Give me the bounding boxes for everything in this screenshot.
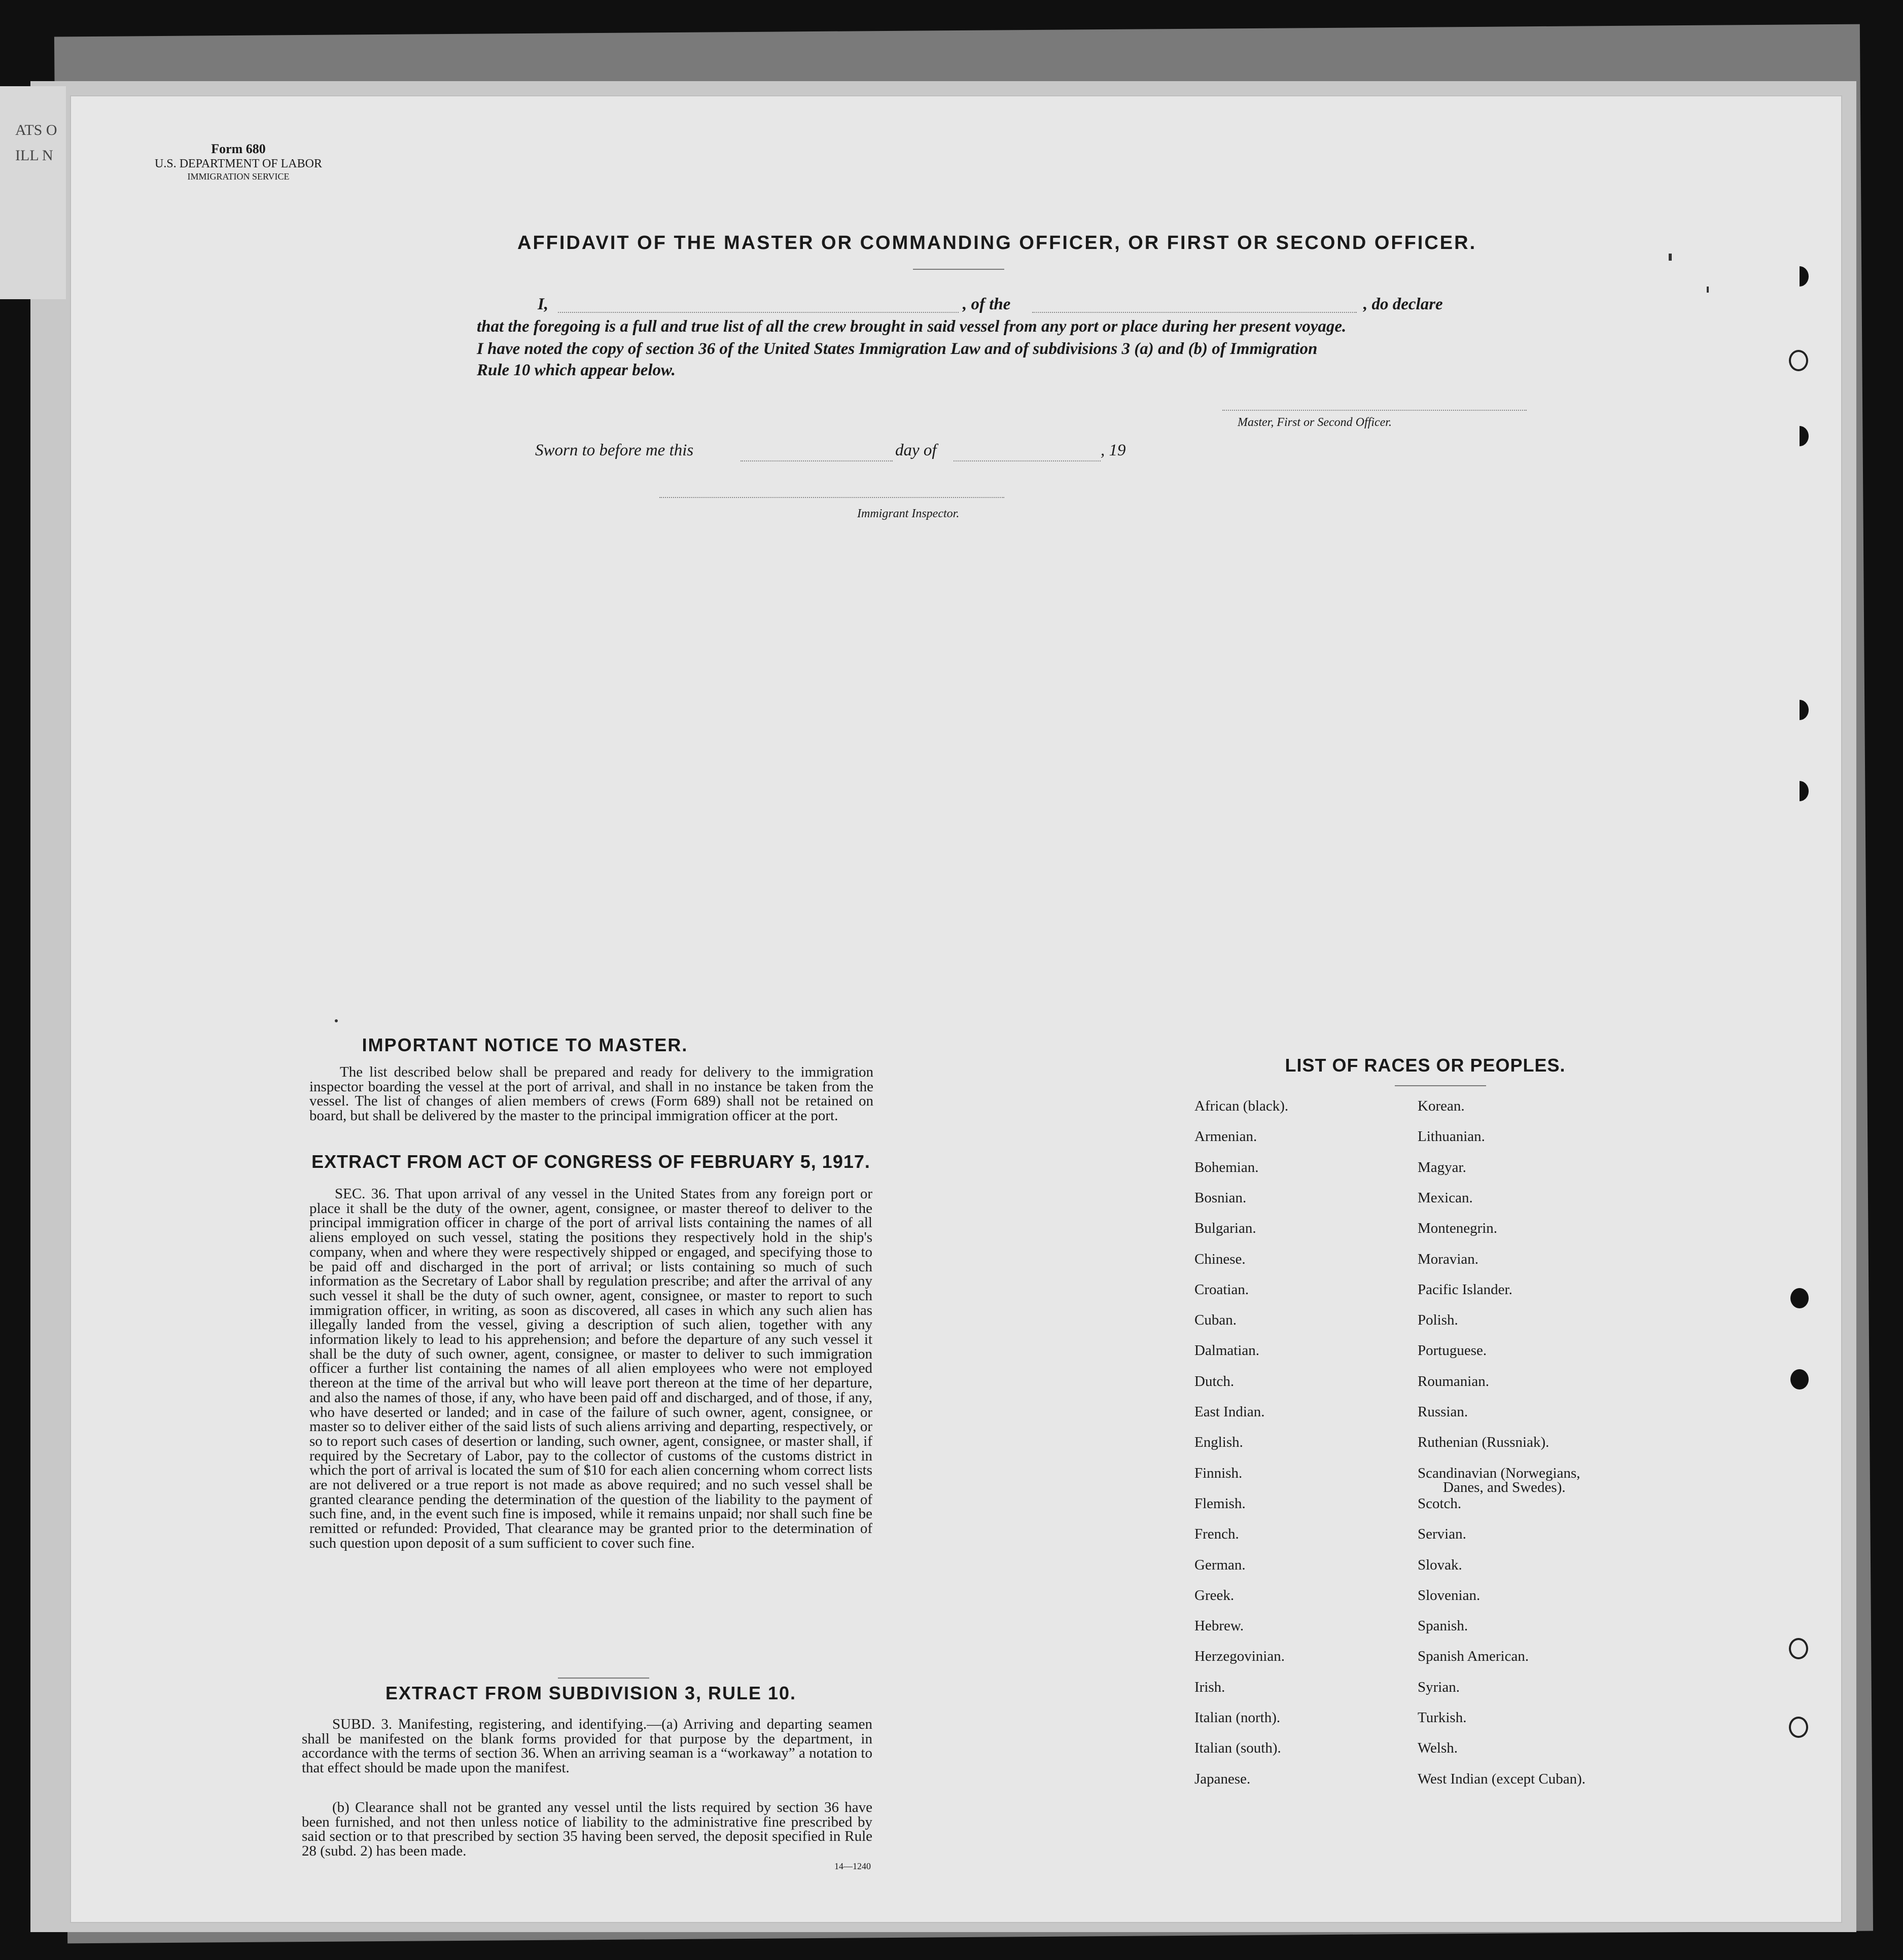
form-department: U.S. DEPARTMENT OF LABOR [155, 157, 322, 171]
race-item: Slovak. [1418, 1556, 1462, 1573]
race-item: Hebrew. [1194, 1618, 1244, 1634]
race-item: West Indian (except Cuban). [1418, 1770, 1586, 1787]
margin-mark [335, 1019, 338, 1022]
race-item: Finnish. [1194, 1465, 1243, 1481]
race-item: African (black). [1194, 1098, 1289, 1114]
binder-hole [1790, 700, 1809, 720]
affidavit-title: AFFIDAVIT OF THE MASTER OR COMMANDING OFFICER, OR FIRST OR SECOND OFFICER. [517, 232, 1477, 254]
race-item: Magyar. [1418, 1159, 1466, 1175]
edge-strip-text: ATS O [15, 122, 57, 138]
race-item: Irish. [1194, 1679, 1225, 1695]
margin-mark [1669, 254, 1672, 261]
binder-hole [1789, 1717, 1808, 1738]
binder-hole [1790, 1288, 1809, 1308]
race-item: Pacific Islander. [1418, 1281, 1512, 1298]
sworn-label: Sworn to before me this [535, 441, 694, 459]
day-of-label: day of [895, 441, 937, 459]
race-item: Croatian. [1194, 1281, 1249, 1298]
race-item: Ruthenian (Russniak). [1418, 1434, 1549, 1451]
race-item: Welsh. [1418, 1740, 1458, 1757]
margin-mark [1707, 287, 1709, 293]
affidavit-line2: that the foregoing is a full and true list of all the crew brought in said vessel from any port or place during her present voyage. [477, 317, 1347, 336]
month-blank[interactable] [954, 460, 1101, 461]
races-title: LIST OF RACES OR PEOPLES. [1285, 1055, 1566, 1076]
race-item: Scotch. [1418, 1495, 1462, 1512]
binder-hole [1790, 266, 1809, 287]
divider [1395, 1085, 1486, 1086]
binder-hole [1789, 1638, 1808, 1659]
affidavit-line3: I have noted the copy of section 36 of the United States Immigration Law and of subdivisions 3 (a) and (b) of Immigration [477, 340, 1318, 358]
race-item: Bohemian. [1194, 1159, 1259, 1175]
form-number: Form 680 [211, 141, 266, 156]
race-item: Italian (north). [1194, 1709, 1281, 1726]
race-item: English. [1194, 1434, 1243, 1451]
rule-extract-text-a: SUBD. 3. Manifesting, registering, and identifying.—(a) Arriving and departing seamen shall be manifested on the blank forms provided for that purpose by the department, in accordance with the terms of section 36. When an arriving seaman is a “workaway” a notation to that effect should be made upon the manifest. [302, 1716, 872, 1776]
race-item: German. [1194, 1556, 1246, 1573]
race-item: Bulgarian. [1194, 1220, 1256, 1237]
divider [913, 269, 1004, 270]
print-code: 14—1240 [834, 1861, 871, 1871]
binder-hole [1790, 781, 1809, 801]
race-item: Slovenian. [1418, 1587, 1481, 1603]
signature-blank[interactable] [1222, 410, 1527, 411]
act-extract-title: EXTRACT FROM ACT OF CONGRESS OF FEBRUARY 5, 1917. [311, 1151, 870, 1172]
race-item: Chinese. [1194, 1251, 1246, 1267]
form-header [132, 141, 345, 183]
notice-title: IMPORTANT NOTICE TO MASTER. [362, 1035, 688, 1055]
rule-extract-text-b: (b) Clearance shall not be granted any vessel until the lists required by section 36 have been furnished, and not then unless notice of liability to the administrative fine prescribed by said section or to that prescribed by section 35 having been served, the deposit specified in Rule 28 (subd. 2) has been made. [302, 1799, 872, 1859]
edge-strip-text: ILL N [15, 147, 53, 164]
race-item-continuation: Danes, and Swedes). [1443, 1479, 1566, 1495]
race-item: East Indian. [1194, 1404, 1265, 1420]
sworn-day-blank[interactable] [741, 460, 893, 461]
race-item: Cuban. [1194, 1312, 1237, 1329]
signature-label: Master, First or Second Officer. [1238, 416, 1392, 429]
vessel-blank[interactable] [1032, 312, 1357, 313]
race-item: Syrian. [1418, 1679, 1460, 1695]
race-item: Herzegovinian. [1194, 1648, 1285, 1665]
race-item: Flemish. [1194, 1495, 1246, 1512]
race-item: Lithuanian. [1418, 1128, 1485, 1145]
inspector-label: Immigrant Inspector. [857, 507, 960, 520]
race-item: Korean. [1418, 1098, 1465, 1114]
left-edge-strip [0, 86, 66, 299]
race-item: Dutch. [1194, 1373, 1235, 1389]
affidavit-of-the: , of the [963, 295, 1011, 313]
act-extract-text: SEC. 36. That upon arrival of any vessel in the United States from any foreign port or place it shall be the duty of the owner, agent, consignee, or master thereof to deliver to the principal immigration officer in charge of the port of arrival lists containing the names of all aliens employed on such vessel, stating the positions they respectively hold in the ship's company, when and where they were respectively shipped or engaged, and specifying those to be paid off and discharged in the port of arrival; or lists containing so much of such information as the Secretary of Labor shall by regulation prescribe; and after the arrival of any such vessel it shall be the duty of such owner, agent, consignee, or master to report to such immigration officer, in writing, as soon as discovered, all cases in which any such alien has illegally landed from the vessel, giving a description of such alien, together with any information likely to lead to his apprehension; and before the departure of any such vessel it shall be the duty of such owner, agent, consignee, or master to deliver to such immigration officer a further list containing the names of all alien employees who were not employed thereon at the time of the arrival but who will leave port thereon at the time of her departure, and also the names of those, if any, who have been paid off and discharged, and of those, if any, who have deserted or landed; and in case of the failure of such owner, agent, consignee, or master so to deliver either of the said lists of such aliens arriving and departing, respectively, or so to report such cases of desertion or landing, such owner, agent, consignee, or master shall, if required by the Secretary of Labor, pay to the collector of customs of the customs district in which the port of arrival is located the sum of $10 for each alien concerning whom correct lists are not delivered or a true report is not made as above required; and no such vessel shall be granted clearance pending the determination of the question of the liability to the payment of such fine, and, in the event such fine is imposed, while it remains unpaid; nor shall such fine be remitted or refunded: Provided, That clearance may be granted prior to the determination of such question upon deposit of a sum sufficient to cover such fine. [309, 1186, 872, 1551]
year-label: , 19 [1101, 441, 1126, 459]
race-item: Scandinavian (Norwegians, [1418, 1465, 1580, 1481]
affidavit-i: I, [538, 295, 549, 313]
race-item: Turkish. [1418, 1709, 1467, 1726]
name-blank[interactable] [558, 312, 959, 313]
notice-text: The list described below shall be prepared and ready for delivery to the immigration inspector boarding the vessel at the port of arrival, and shall in no instance be taken from the vessel. The list of changes of alien members of crews (Form 689) shall not be retained on board, but shall be delivered by the master to the principal immigration officer at the port. [309, 1064, 873, 1124]
divider [558, 1678, 649, 1679]
race-item: Italian (south). [1194, 1740, 1281, 1757]
race-item: Roumanian. [1418, 1373, 1489, 1389]
race-item: Armenian. [1194, 1128, 1257, 1145]
race-item: Mexican. [1418, 1189, 1473, 1206]
race-item: Dalmatian. [1194, 1342, 1260, 1359]
form-service: IMMIGRATION SERVICE [187, 171, 290, 182]
affidavit-declare: , do declare [1363, 295, 1443, 313]
form-page [71, 96, 1841, 1922]
inspector-signature-blank[interactable] [659, 497, 1004, 498]
binder-hole [1790, 1369, 1809, 1389]
race-item: Bosnian. [1194, 1189, 1247, 1206]
race-item: Spanish American. [1418, 1648, 1529, 1665]
race-item: Montenegrin. [1418, 1220, 1498, 1237]
race-item: Spanish. [1418, 1618, 1468, 1634]
race-item: French. [1194, 1526, 1239, 1543]
binder-hole [1790, 426, 1809, 446]
race-item: Russian. [1418, 1404, 1468, 1420]
race-item: Polish. [1418, 1312, 1458, 1329]
race-item: Moravian. [1418, 1251, 1478, 1267]
binder-hole [1789, 350, 1808, 371]
race-item: Servian. [1418, 1526, 1466, 1543]
race-item: Greek. [1194, 1587, 1235, 1603]
affidavit-line4: Rule 10 which appear below. [477, 361, 676, 379]
rule-extract-title: EXTRACT FROM SUBDIVISION 3, RULE 10. [385, 1683, 797, 1703]
race-item: Japanese. [1194, 1770, 1251, 1787]
race-item: Portuguese. [1418, 1342, 1487, 1359]
